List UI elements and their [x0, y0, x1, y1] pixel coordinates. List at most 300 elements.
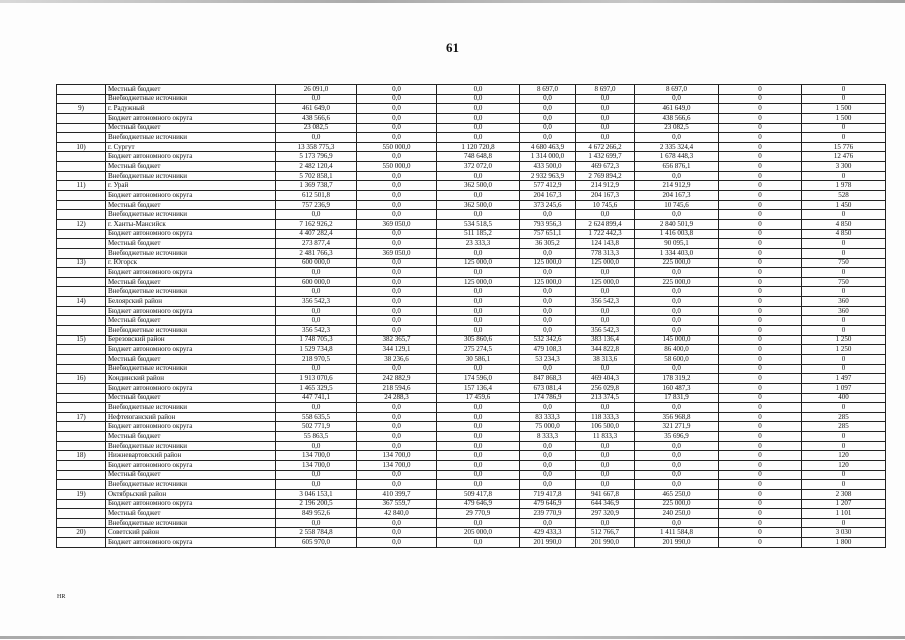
value-cell: 1 529 734,8	[276, 345, 357, 355]
value-cell: 0,0	[357, 258, 437, 268]
row-number: 11)	[57, 181, 106, 191]
budget-table-body	[57, 85, 886, 548]
value-cell: 0,0	[276, 470, 357, 480]
row-label: Бюджет автономного округа	[106, 345, 276, 355]
value-cell: 4 850	[802, 219, 886, 229]
value-cell: 438 566,6	[635, 113, 719, 123]
row-label: г. Сургут	[106, 142, 276, 152]
value-cell: 2 932 963,9	[520, 171, 576, 181]
value-cell: 0	[802, 364, 886, 374]
table-row	[57, 528, 886, 538]
value-cell: 0,0	[357, 326, 437, 336]
value-cell: 0	[719, 422, 802, 432]
row-label: Местный бюджет	[106, 239, 276, 249]
value-cell: 205 000,0	[437, 528, 520, 538]
row-label: Бюджет автономного округа	[106, 538, 276, 548]
row-label: г. Югорск	[106, 258, 276, 268]
value-cell: 23 082,5	[276, 123, 357, 133]
value-cell: 0,0	[357, 441, 437, 451]
value-cell: 2 840 501,9	[635, 219, 719, 229]
value-cell: 0,0	[520, 316, 576, 326]
value-cell: 225 000,0	[635, 499, 719, 509]
value-cell: 719 417,8	[520, 489, 576, 499]
value-cell: 410 399,7	[357, 489, 437, 499]
value-cell: 0	[802, 287, 886, 297]
value-cell: 0,0	[276, 518, 357, 528]
row-number	[57, 268, 106, 278]
value-cell: 0	[719, 171, 802, 181]
value-cell: 2 482 120,4	[276, 162, 357, 172]
row-number: 12)	[57, 219, 106, 229]
value-cell: 793 956,3	[520, 219, 576, 229]
row-number	[57, 422, 106, 432]
value-cell: 605 970,0	[276, 538, 357, 548]
value-cell: 125 000,0	[520, 258, 576, 268]
value-cell: 1 500	[802, 113, 886, 123]
table-row	[57, 104, 886, 114]
value-cell: 225 000,0	[635, 277, 719, 287]
value-cell: 1 369 738,7	[276, 181, 357, 191]
value-cell: 0,0	[357, 94, 437, 104]
value-cell: 201 990,0	[635, 538, 719, 548]
table-row	[57, 393, 886, 403]
value-cell: 0	[719, 152, 802, 162]
value-cell: 4 850	[802, 229, 886, 239]
table-row	[57, 509, 886, 519]
value-cell: 201 990,0	[520, 538, 576, 548]
row-number	[57, 277, 106, 287]
value-cell: 0,0	[276, 306, 357, 316]
value-cell: 0	[719, 345, 802, 355]
table-row	[57, 171, 886, 181]
value-cell: 1 748 705,3	[276, 335, 357, 345]
footer-code: HR	[57, 594, 66, 600]
value-cell: 120	[802, 451, 886, 461]
value-cell: 0	[802, 326, 886, 336]
value-cell: 23 333,3	[437, 239, 520, 249]
value-cell: 360	[802, 297, 886, 307]
table-row	[57, 306, 886, 316]
value-cell: 0	[802, 432, 886, 442]
value-cell: 0,0	[437, 104, 520, 114]
value-cell: 0,0	[276, 210, 357, 220]
value-cell: 0,0	[576, 104, 635, 114]
value-cell: 0,0	[635, 210, 719, 220]
table-row	[57, 432, 886, 442]
row-label: г. Радужный	[106, 104, 276, 114]
row-label: Бюджет автономного округа	[106, 229, 276, 239]
row-label: Внебюджетные источники	[106, 441, 276, 451]
value-cell: 134 700,0	[357, 460, 437, 470]
value-cell: 1 314 000,0	[520, 152, 576, 162]
row-label: Нефтеюганский район	[106, 412, 276, 422]
table-row	[57, 229, 886, 239]
value-cell: 0	[719, 364, 802, 374]
value-cell: 0,0	[635, 441, 719, 451]
value-cell: 1 497	[802, 374, 886, 384]
value-cell: 1 722 442,3	[576, 229, 635, 239]
value-cell: 0,0	[635, 403, 719, 413]
value-cell: 532 342,6	[520, 335, 576, 345]
value-cell: 356 542,3	[576, 326, 635, 336]
row-number	[57, 287, 106, 297]
value-cell: 0,0	[357, 85, 437, 95]
value-cell: 0	[719, 287, 802, 297]
table-row	[57, 297, 886, 307]
value-cell: 0	[719, 258, 802, 268]
value-cell: 469 672,3	[576, 162, 635, 172]
value-cell: 201 990,0	[576, 538, 635, 548]
value-cell: 0	[719, 277, 802, 287]
value-cell: 0,0	[276, 133, 357, 143]
row-label: Внебюджетные источники	[106, 171, 276, 181]
row-label: Внебюджетные источники	[106, 364, 276, 374]
row-label: г. Ханты-Мансийск	[106, 219, 276, 229]
value-cell: 35 696,9	[635, 432, 719, 442]
value-cell: 0	[719, 268, 802, 278]
value-cell: 0,0	[576, 123, 635, 133]
row-label: Местный бюджет	[106, 200, 276, 210]
value-cell: 0,0	[437, 297, 520, 307]
value-cell: 7 162 926,2	[276, 219, 357, 229]
value-cell: 0,0	[357, 287, 437, 297]
value-cell: 0	[719, 518, 802, 528]
value-cell: 1 250	[802, 335, 886, 345]
value-cell: 0	[719, 451, 802, 461]
row-label: Бюджет автономного округа	[106, 306, 276, 316]
table-row	[57, 499, 886, 509]
value-cell: 461 649,0	[635, 104, 719, 114]
value-cell: 83 333,3	[520, 412, 576, 422]
value-cell: 204 167,3	[520, 191, 576, 201]
value-cell: 0,0	[520, 287, 576, 297]
value-cell: 0,0	[576, 403, 635, 413]
value-cell: 0,0	[357, 200, 437, 210]
value-cell: 373 245,6	[520, 200, 576, 210]
value-cell: 0,0	[437, 451, 520, 461]
table-row	[57, 422, 886, 432]
value-cell: 8 697,0	[635, 85, 719, 95]
value-cell: 369 050,0	[357, 219, 437, 229]
value-cell: 12 476	[802, 152, 886, 162]
value-cell: 849 952,6	[276, 509, 357, 519]
value-cell: 8 697,0	[576, 85, 635, 95]
value-cell: 748 648,8	[437, 152, 520, 162]
row-number	[57, 239, 106, 249]
row-number	[57, 113, 106, 123]
row-number: 20)	[57, 528, 106, 538]
value-cell: 0,0	[520, 326, 576, 336]
row-number: 10)	[57, 142, 106, 152]
value-cell: 0,0	[520, 248, 576, 258]
page-number: 61	[446, 40, 459, 55]
value-cell: 0	[719, 354, 802, 364]
value-cell: 479 108,3	[520, 345, 576, 355]
value-cell: 0,0	[357, 104, 437, 114]
value-cell: 29 770,9	[437, 509, 520, 519]
value-cell: 0	[802, 268, 886, 278]
value-cell: 1 432 699,7	[576, 152, 635, 162]
table-row	[57, 326, 886, 336]
value-cell: 0,0	[576, 94, 635, 104]
value-cell: 1 207	[802, 499, 886, 509]
table-row	[57, 480, 886, 490]
value-cell: 0	[719, 432, 802, 442]
value-cell: 4 672 266,2	[576, 142, 635, 152]
value-cell: 58 600,0	[635, 354, 719, 364]
value-cell: 0,0	[437, 248, 520, 258]
value-cell: 0,0	[576, 306, 635, 316]
value-cell: 367 559,7	[357, 499, 437, 509]
value-cell: 0,0	[576, 364, 635, 374]
value-cell: 0,0	[520, 113, 576, 123]
value-cell: 558 635,5	[276, 412, 357, 422]
table-row	[57, 85, 886, 95]
value-cell: 0,0	[357, 364, 437, 374]
value-cell: 0,0	[276, 94, 357, 104]
value-cell: 0,0	[357, 268, 437, 278]
value-cell: 0,0	[437, 85, 520, 95]
row-label: Местный бюджет	[106, 123, 276, 133]
row-label: Бюджет автономного округа	[106, 383, 276, 393]
value-cell: 0,0	[576, 133, 635, 143]
row-label: Нижневартовский район	[106, 451, 276, 461]
value-cell: 11 833,3	[576, 432, 635, 442]
value-cell: 0,0	[437, 403, 520, 413]
row-label: Местный бюджет	[106, 470, 276, 480]
row-label: Местный бюджет	[106, 432, 276, 442]
value-cell: 0	[719, 248, 802, 258]
value-cell: 0	[802, 210, 886, 220]
row-label: Бюджет автономного округа	[106, 113, 276, 123]
value-cell: 2 558 784,8	[276, 528, 357, 538]
value-cell: 479 646,9	[520, 499, 576, 509]
row-number	[57, 229, 106, 239]
value-cell: 0,0	[437, 518, 520, 528]
row-label: г. Урай	[106, 181, 276, 191]
value-cell: 0,0	[576, 287, 635, 297]
value-cell: 1 097	[802, 383, 886, 393]
row-number	[57, 210, 106, 220]
value-cell: 438 566,6	[276, 113, 357, 123]
value-cell: 0,0	[357, 480, 437, 490]
value-cell: 0,0	[357, 538, 437, 548]
value-cell: 160 487,3	[635, 383, 719, 393]
budget-table	[56, 84, 886, 548]
value-cell: 0,0	[357, 432, 437, 442]
value-cell: 124 143,8	[576, 239, 635, 249]
row-number: 17)	[57, 412, 106, 422]
table-row	[57, 287, 886, 297]
row-label: Местный бюджет	[106, 85, 276, 95]
value-cell: 38 313,6	[576, 354, 635, 364]
value-cell: 0,0	[520, 364, 576, 374]
value-cell: 1 334 403,0	[635, 248, 719, 258]
value-cell: 0,0	[357, 316, 437, 326]
value-cell: 360	[802, 306, 886, 316]
row-label: Внебюджетные источники	[106, 403, 276, 413]
value-cell: 256 029,8	[576, 383, 635, 393]
value-cell: 0,0	[437, 422, 520, 432]
row-label: Бюджет автономного округа	[106, 499, 276, 509]
table-row	[57, 239, 886, 249]
value-cell: 8 697,0	[520, 85, 576, 95]
table-row	[57, 518, 886, 528]
value-cell: 13 358 775,3	[276, 142, 357, 152]
value-cell: 0,0	[635, 94, 719, 104]
row-label: Местный бюджет	[106, 509, 276, 519]
value-cell: 0,0	[437, 306, 520, 316]
value-cell: 0,0	[520, 297, 576, 307]
value-cell: 0	[719, 499, 802, 509]
value-cell: 356 542,3	[576, 297, 635, 307]
value-cell: 0	[719, 528, 802, 538]
value-cell: 0	[719, 191, 802, 201]
value-cell: 157 136,4	[437, 383, 520, 393]
value-cell: 0,0	[437, 412, 520, 422]
value-cell: 0,0	[357, 113, 437, 123]
row-label: Внебюджетные источники	[106, 326, 276, 336]
table-row	[57, 412, 886, 422]
row-number: 16)	[57, 374, 106, 384]
table-row	[57, 335, 886, 345]
row-label: Местный бюджет	[106, 162, 276, 172]
value-cell: 0,0	[357, 422, 437, 432]
value-cell: 3 046 153,1	[276, 489, 357, 499]
value-cell: 600 000,0	[276, 258, 357, 268]
value-cell: 225 000,0	[635, 258, 719, 268]
table-row	[57, 460, 886, 470]
value-cell: 0,0	[437, 113, 520, 123]
value-cell: 0,0	[437, 432, 520, 442]
value-cell: 0,0	[520, 451, 576, 461]
value-cell: 0,0	[576, 470, 635, 480]
row-number	[57, 316, 106, 326]
value-cell: 512 766,7	[576, 528, 635, 538]
value-cell: 1 978	[802, 181, 886, 191]
value-cell: 42 840,0	[357, 509, 437, 519]
value-cell: 15 776	[802, 142, 886, 152]
row-number	[57, 460, 106, 470]
value-cell: 1 913 070,6	[276, 374, 357, 384]
scan-edge-bottom	[0, 636, 905, 639]
value-cell: 356 968,8	[635, 412, 719, 422]
value-cell: 3 030	[802, 528, 886, 538]
value-cell: 90 095,1	[635, 239, 719, 249]
value-cell: 750	[802, 277, 886, 287]
table-row	[57, 152, 886, 162]
value-cell: 0,0	[276, 287, 357, 297]
value-cell: 0,0	[357, 210, 437, 220]
table-row	[57, 277, 886, 287]
value-cell: 461 649,0	[276, 104, 357, 114]
value-cell: 612 501,8	[276, 191, 357, 201]
value-cell: 4 680 463,9	[520, 142, 576, 152]
value-cell: 0,0	[437, 316, 520, 326]
scan-edge-top	[0, 0, 905, 3]
value-cell: 1 411 584,8	[635, 528, 719, 538]
value-cell: 174 786,9	[520, 393, 576, 403]
row-label: Октябрьский район	[106, 489, 276, 499]
row-label: Внебюджетные источники	[106, 518, 276, 528]
table-row	[57, 364, 886, 374]
value-cell: 53 234,3	[520, 354, 576, 364]
value-cell: 10 745,6	[635, 200, 719, 210]
value-cell: 0,0	[357, 152, 437, 162]
table-row	[57, 268, 886, 278]
value-cell: 0,0	[437, 287, 520, 297]
row-label: Советский район	[106, 528, 276, 538]
value-cell: 0	[719, 104, 802, 114]
value-cell: 362 500,0	[437, 200, 520, 210]
value-cell: 0	[719, 229, 802, 239]
row-number: 13)	[57, 258, 106, 268]
value-cell: 240 250,0	[635, 509, 719, 519]
table-row	[57, 248, 886, 258]
row-number	[57, 393, 106, 403]
value-cell: 5 702 858,1	[276, 171, 357, 181]
row-number	[57, 509, 106, 519]
value-cell: 0	[719, 441, 802, 451]
row-number	[57, 538, 106, 548]
value-cell: 106 500,0	[576, 422, 635, 432]
value-cell: 0,0	[357, 181, 437, 191]
value-cell: 75 000,0	[520, 422, 576, 432]
value-cell: 125 000,0	[437, 277, 520, 287]
value-cell: 26 091,0	[276, 85, 357, 95]
value-cell: 0,0	[276, 268, 357, 278]
value-cell: 0,0	[357, 133, 437, 143]
row-label: Бюджет автономного округа	[106, 460, 276, 470]
value-cell: 344 129,1	[357, 345, 437, 355]
table-row	[57, 210, 886, 220]
value-cell: 55 863,5	[276, 432, 357, 442]
value-cell: 125 000,0	[576, 258, 635, 268]
table-row	[57, 258, 886, 268]
value-cell: 1 101	[802, 509, 886, 519]
table-row	[57, 181, 886, 191]
value-cell: 0,0	[437, 210, 520, 220]
value-cell: 0,0	[357, 123, 437, 133]
value-cell: 218 594,6	[357, 383, 437, 393]
value-cell: 36 305,2	[520, 239, 576, 249]
value-cell: 38 236,6	[357, 354, 437, 364]
row-number	[57, 123, 106, 133]
value-cell: 242 882,9	[357, 374, 437, 384]
table-row	[57, 354, 886, 364]
row-label: Местный бюджет	[106, 393, 276, 403]
value-cell: 0	[802, 133, 886, 143]
table-row	[57, 94, 886, 104]
value-cell: 0,0	[357, 239, 437, 249]
row-number	[57, 133, 106, 143]
row-label: Бюджет автономного округа	[106, 152, 276, 162]
value-cell: 125 000,0	[520, 277, 576, 287]
row-number	[57, 499, 106, 509]
value-cell: 23 082,5	[635, 123, 719, 133]
value-cell: 125 000,0	[576, 277, 635, 287]
value-cell: 0	[719, 210, 802, 220]
value-cell: 0	[719, 460, 802, 470]
value-cell: 0,0	[357, 403, 437, 413]
value-cell: 0,0	[635, 326, 719, 336]
value-cell: 0,0	[576, 441, 635, 451]
row-number	[57, 364, 106, 374]
value-cell: 213 374,5	[576, 393, 635, 403]
value-cell: 0,0	[357, 306, 437, 316]
value-cell: 0	[719, 470, 802, 480]
value-cell: 0,0	[357, 470, 437, 480]
